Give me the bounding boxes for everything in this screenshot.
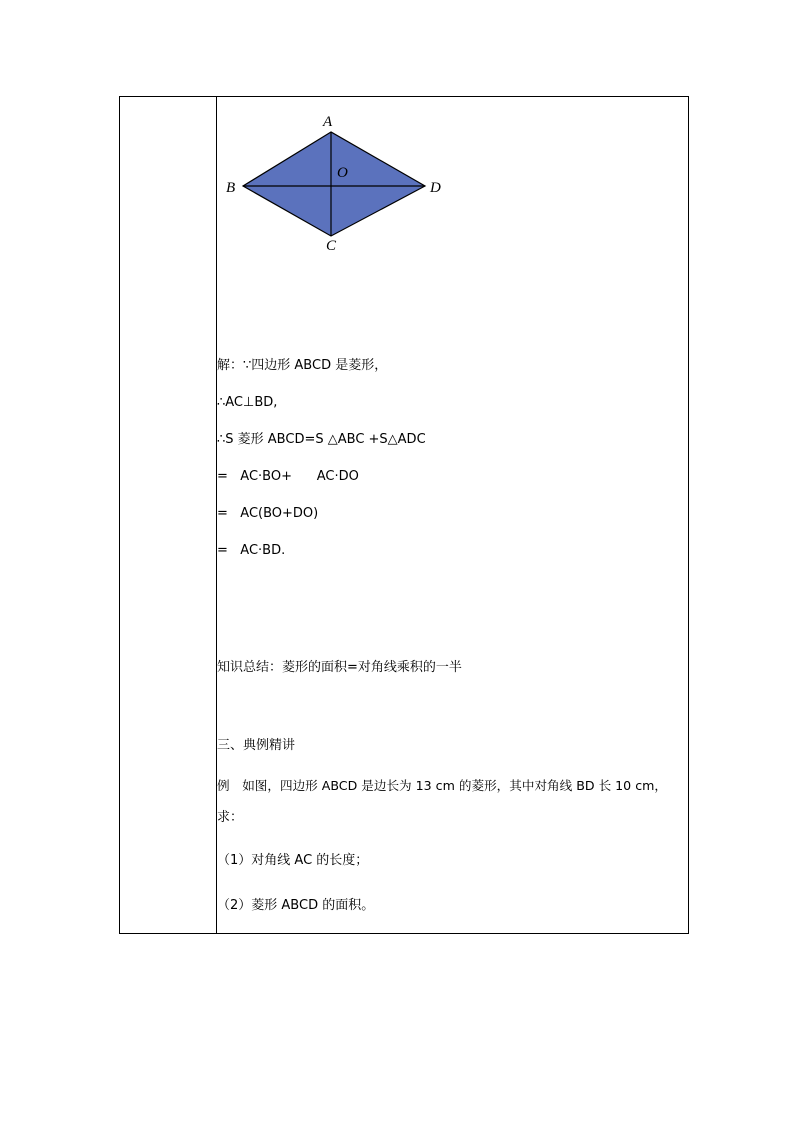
rhombus-figure [217,97,477,267]
rhombus-shape [243,132,425,236]
vertex-label-a: A [323,114,333,130]
vertex-label-c: C [326,238,337,254]
solution-line-5: = AC(BO+DO) [217,506,319,521]
vertex-label-b: B [226,180,236,196]
question-1: （1）对角线 AC 的长度； [217,853,369,868]
solution-line-3: ∴S 菱形 ABCD=S △ABC +S△ADC [217,432,426,447]
solution-line-4: = AC·BO+ AC·DO [217,469,359,484]
example-line-2: 求： [217,810,244,825]
knowledge-summary: 知识总结：菱形的面积=对角线乘积的一半 [217,660,462,675]
right-column [217,97,688,933]
question-2: （2）菱形 ABCD 的面积。 [217,898,375,913]
section-title: 三、典例精讲 [217,738,296,753]
left-column [120,97,217,933]
vertex-label-d: D [430,180,441,196]
solution-line-1: 解：∵四边形 ABCD 是菱形， [217,358,388,373]
solution-line-2: ∴AC⊥BD, [217,395,278,410]
center-label-o: O [337,165,348,181]
solution-line-6: = AC·BD. [217,543,286,558]
content-table [119,96,689,934]
example-line-1: 例 如图，四边形 ABCD 是边长为 13 cm 的菱形，其中对角线 BD 长 10 cm， [217,778,667,793]
